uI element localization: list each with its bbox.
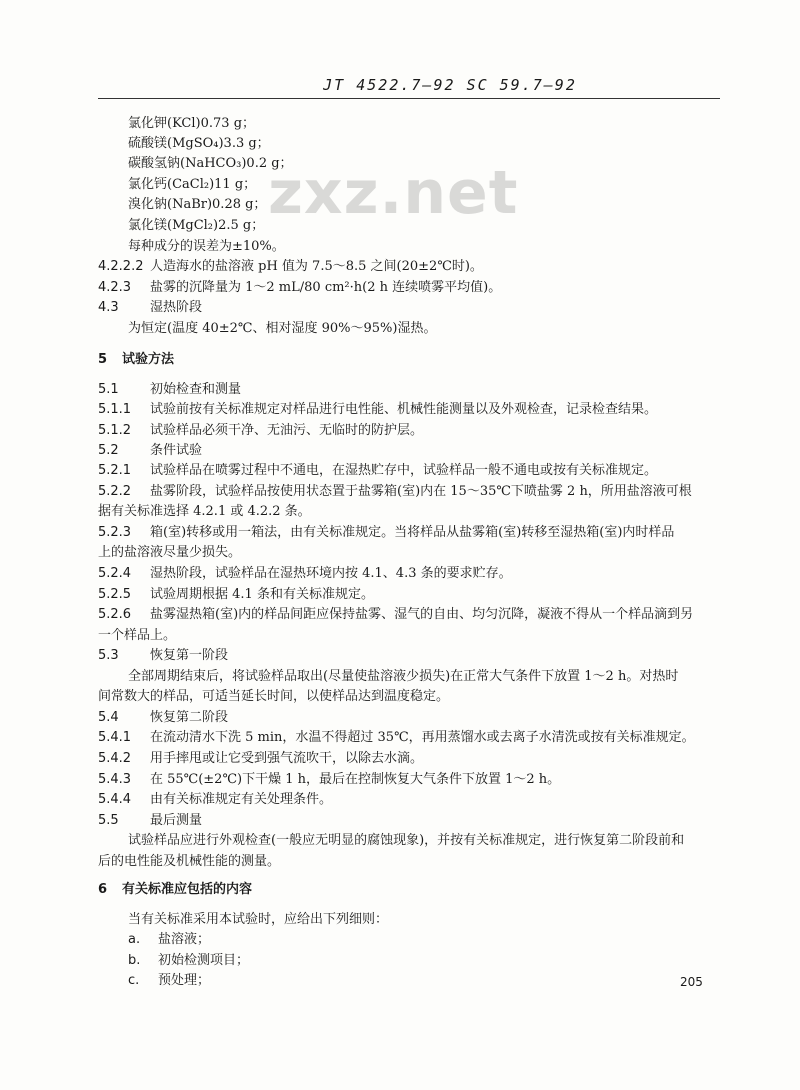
line-text: 据有关标准选择 4.2.1 或 4.2.2 条。 <box>98 504 311 519</box>
line-text: 试验样品必须干净、无油污、无临时的防护层。 <box>150 423 424 438</box>
text-line <box>128 932 210 948</box>
clause-number: 5.2.5 <box>98 587 132 602</box>
line-text: 恢复第二阶段 <box>150 710 229 725</box>
clause-number: 5.4.3 <box>98 772 132 787</box>
text-line <box>128 669 678 685</box>
line-text: 后的电性能及机械性能的测量。 <box>98 854 281 869</box>
line-text: 一个样品上。 <box>98 628 177 643</box>
line-text: 试验方法 <box>122 352 175 367</box>
clause-number: 5.4 <box>98 710 119 725</box>
line-text: 硫酸镁(MgSO₄)3.3 g； <box>128 136 270 151</box>
clause-number: 4.2.3 <box>98 280 132 295</box>
line-text: 每种成分的误差为±10%。 <box>128 239 285 254</box>
line-text: 用手摔甩或让它受到强气流吹干，以除去水滴。 <box>150 751 424 766</box>
text-line <box>98 751 423 767</box>
clause-number: 5.2.3 <box>98 525 132 540</box>
text-line <box>98 792 332 808</box>
clause-number: 5.5 <box>98 813 119 828</box>
text-line <box>98 566 512 582</box>
line-text: 恢复第一阶段 <box>150 648 229 663</box>
clause-number: a. <box>128 932 141 947</box>
clause-number: b. <box>128 953 141 968</box>
clause-number: 5.4.1 <box>98 730 132 745</box>
clause-number: 5.1 <box>98 382 119 397</box>
line-text: 箱(室)转移或用一箱法，由有关标准规定。当将样品从盐雾箱(室)转移至湿热箱(室)内时样品 <box>150 525 675 540</box>
line-text: 湿热阶段 <box>150 300 203 315</box>
clause-number: 5.2.4 <box>98 566 132 581</box>
text-line <box>98 443 202 459</box>
clause-number: 5 <box>98 352 108 367</box>
text-line <box>98 813 202 829</box>
clause-number: 5.2.2 <box>98 484 132 499</box>
line-text: 间常数大的样品，可适当延长时间，以使样品达到温度稳定。 <box>98 689 450 704</box>
text-line <box>98 689 449 705</box>
clause-number: 5.4.2 <box>98 751 132 766</box>
line-text: 由有关标准规定有关处理条件。 <box>150 792 333 807</box>
text-line <box>98 628 176 644</box>
clause-number: c. <box>128 973 140 988</box>
line-text: 预处理； <box>158 973 211 988</box>
text-line <box>128 239 285 255</box>
text-line <box>98 648 228 664</box>
line-text: 湿热阶段，试验样品在湿热环境内按 4.1、4.3 条的要求贮存。 <box>150 566 512 581</box>
clause-number: 5.1.2 <box>98 423 132 438</box>
text-line <box>98 772 560 788</box>
text-line <box>128 197 266 213</box>
line-text: 人造海水的盐溶液 pH 值为 7.5～8.5 之间(20±2℃时)。 <box>150 259 483 274</box>
text-line <box>128 973 210 989</box>
line-text: 氯化钙(CaCl₂)11 g； <box>128 177 257 192</box>
line-text: 为恒定(温度 40±2℃、相对湿度 90%～95%)湿热。 <box>128 321 437 336</box>
line-text: 盐雾湿热箱(室)内的样品间距应保持盐雾、湿气的自由、均匀沉降，凝液不得从一个样品滴到另 <box>150 607 694 622</box>
clause-number: 4.3 <box>98 300 119 315</box>
text-line <box>98 730 695 746</box>
text-line <box>98 402 657 418</box>
text-line <box>128 953 249 969</box>
section-heading <box>98 352 174 368</box>
line-text: 溴化钠(NaBr)0.28 g； <box>128 197 267 212</box>
watermark: zxz.net <box>268 158 519 228</box>
text-line <box>128 218 264 234</box>
line-text: 在流动清水下洗 5 min，水温不得超过 35℃，再用蒸馏水或去离子水清洗或按有关标准规定。 <box>150 730 695 745</box>
text-line <box>128 156 293 172</box>
line-text: 试验前按有关标准规定对样品进行电性能、机械性能测量以及外观检查，记录检查结果。 <box>150 402 658 417</box>
text-line <box>128 136 270 152</box>
line-text: 试验样品应进行外观检查(一般应无明显的腐蚀现象)，并按有关标准规定，进行恢复第二阶段前和 <box>128 833 685 848</box>
line-text: 试验样品在喷雾过程中不通电，在湿热贮存中，试验样品一般不通电或按有关标准规定。 <box>150 463 658 478</box>
text-line <box>98 280 501 296</box>
clause-number: 5.2.6 <box>98 607 132 622</box>
text-line <box>98 854 280 870</box>
text-line <box>98 587 374 603</box>
line-text: 氯化镁(MgCl₂)2.5 g； <box>128 218 265 233</box>
line-text: 全部周期结束后，将试验样品取出(尽量使盐溶液少损失)在正常大气条件下放置 1～2 h。对热时 <box>128 669 679 684</box>
header-rule <box>98 98 720 99</box>
clause-number: 5.3 <box>98 648 119 663</box>
clause-number: 4.2.2.2 <box>98 259 144 274</box>
text-line <box>98 382 241 398</box>
text-line <box>98 423 423 439</box>
text-line <box>98 463 657 479</box>
section-heading <box>98 882 252 898</box>
line-text: 盐雾的沉降量为 1～2 mL/80 cm²·h(2 h 连续喷雾平均值)。 <box>150 280 502 295</box>
line-text: 氯化钾(KCl)0.73 g； <box>128 116 256 131</box>
line-text: 有关标准应包括的内容 <box>122 882 253 897</box>
line-text: 条件试验 <box>150 443 203 458</box>
text-line <box>98 545 241 561</box>
clause-number: 5.2.1 <box>98 463 132 478</box>
text-line <box>98 607 693 623</box>
text-line <box>128 833 684 849</box>
text-line <box>98 259 483 275</box>
clause-number: 5.4.4 <box>98 792 132 807</box>
text-line <box>128 177 256 193</box>
line-text: 上的盐溶液尽量少损失。 <box>98 545 242 560</box>
text-line <box>98 710 228 726</box>
line-text: 初始检测项目； <box>158 953 250 968</box>
line-text: 碳酸氢钠(NaHCO₃)0.2 g； <box>128 156 293 171</box>
text-line <box>98 300 202 316</box>
line-text: 在 55℃(±2℃)下干燥 1 h，最后在控制恢复大气条件下放置 1～2 h。 <box>150 772 561 787</box>
clause-number: 6 <box>98 882 108 897</box>
text-line <box>128 321 436 337</box>
page-number: 205 <box>680 975 703 989</box>
line-text: 初始检查和测量 <box>150 382 242 397</box>
text-line <box>98 525 674 541</box>
clause-number: 5.1.1 <box>98 402 132 417</box>
text-line <box>128 912 388 928</box>
text-line <box>98 484 692 500</box>
line-text: 当有关标准采用本试验时，应给出下列细则： <box>128 912 389 927</box>
text-line <box>128 116 255 132</box>
clause-number: 5.2 <box>98 443 119 458</box>
line-text: 盐雾阶段，试验样品按使用状态置于盐雾箱(室)内在 15～35℃下喷盐雾 2 h，所用盐溶液可根 <box>150 484 692 499</box>
line-text: 最后测量 <box>150 813 203 828</box>
line-text: 盐溶液； <box>158 932 211 947</box>
text-line <box>98 504 311 520</box>
line-text: 试验周期根据 4.1 条和有关标准规定。 <box>150 587 374 602</box>
page-header: JT 4522.7—92 SC 59.7—92 <box>323 76 577 94</box>
